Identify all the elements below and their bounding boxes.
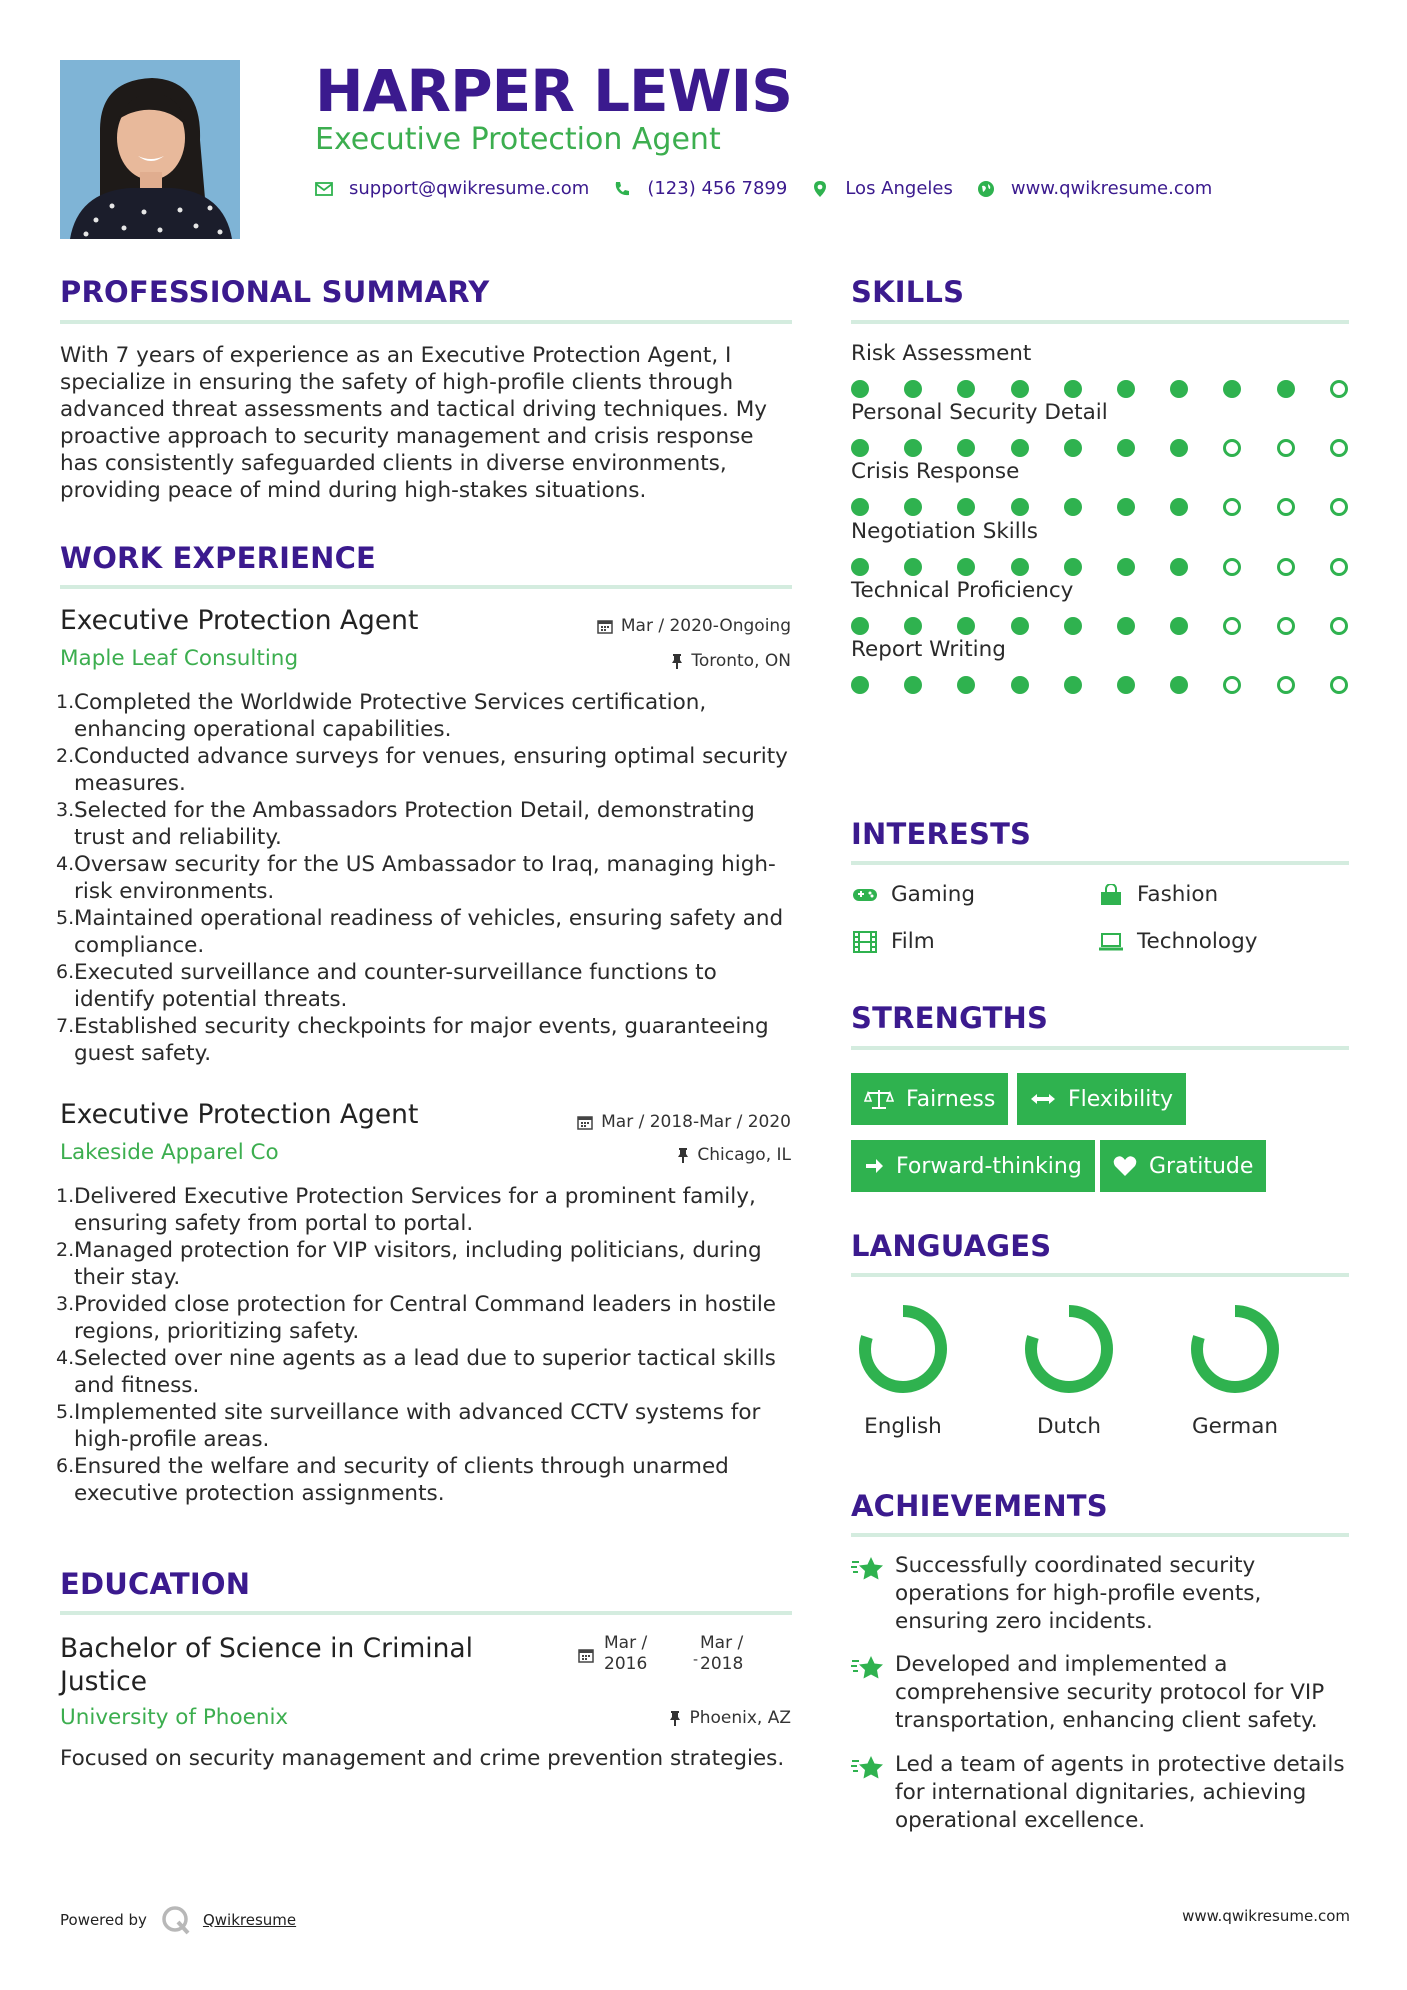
list-item (56, 1237, 796, 1291)
languages-heading: LANGUAGES (851, 1229, 1052, 1263)
footer-website[interactable]: www.qwikresume.com (1182, 1907, 1350, 1925)
rating-dot-empty (1223, 676, 1241, 694)
skill-label: Crisis Response (851, 459, 1020, 485)
rating-dot-filled (1170, 498, 1188, 516)
job-date (597, 616, 791, 636)
rating-dot-filled (1064, 498, 1082, 516)
star-icon (851, 1751, 895, 1835)
interest-label: Gaming (891, 882, 976, 907)
rating-dot-filled (1117, 498, 1135, 516)
section-divider (851, 1046, 1349, 1050)
phone-number[interactable]: (123) 456 7899 (647, 178, 788, 199)
language-label: Dutch (1036, 1414, 1102, 1439)
star-icon (851, 1552, 895, 1636)
rating-dot-filled (1170, 617, 1188, 635)
rating-dot-empty (1223, 498, 1241, 516)
star-icon (851, 1651, 895, 1735)
interest-label: Technology (1137, 929, 1258, 954)
section-divider (60, 585, 792, 589)
calendar-icon (578, 1647, 594, 1663)
rating-dot-empty (1223, 617, 1241, 635)
list-item-text: Selected for the Ambassadors Protection Detail, demonstrating trust and reliability. (74, 798, 755, 850)
calendar-icon (597, 618, 613, 634)
rating-dot-empty (1277, 676, 1295, 694)
list-item-text: Maintained operational readiness of vehicles, ensuring safety and compliance. (74, 906, 784, 958)
arrow-right-icon (864, 1156, 884, 1176)
language-label: German (1191, 1414, 1279, 1439)
interest-label: Fashion (1137, 882, 1219, 907)
education-description: Focused on security management and crime prevention strategies. (60, 1746, 785, 1771)
arrows-horizontal-icon (1030, 1092, 1056, 1106)
rating-dot-filled (1277, 380, 1295, 398)
rating-dot-filled (957, 380, 975, 398)
section-divider (851, 1533, 1349, 1537)
rating-dot-filled (904, 676, 922, 694)
rating-dot-filled (904, 498, 922, 516)
qwikresume-logo-icon (161, 1905, 191, 1935)
job-bullets (56, 1183, 796, 1507)
list-item-text: Oversaw security for the US Ambassador to Iraq, managing high-risk environments. (74, 852, 776, 904)
degree-title: Bachelor of Science in Criminal Justice (60, 1633, 474, 1697)
company-name: Lakeside Apparel Co (60, 1140, 279, 1165)
list-item (56, 1013, 796, 1067)
list-item-number: 6. (56, 1455, 75, 1477)
list-item-number: 5. (56, 907, 75, 929)
rating-dot-filled (1117, 676, 1135, 694)
job-title: Executive Protection Agent (60, 605, 419, 636)
skill-rating (851, 379, 1351, 399)
list-item (56, 1345, 796, 1399)
skill-rating (851, 438, 1351, 458)
rating-dot-filled (957, 558, 975, 576)
rating-dot-filled (1064, 380, 1082, 398)
list-item-number: 3. (56, 1293, 75, 1315)
rating-dot-filled (1011, 380, 1029, 398)
section-divider (60, 320, 792, 324)
footer-powered-by (60, 1905, 296, 1935)
rating-dot-filled (1170, 439, 1188, 457)
strength-badge (1100, 1140, 1266, 1192)
interests-heading: INTERESTS (851, 817, 1032, 851)
language-level-arc (1197, 1311, 1273, 1387)
rating-dot-filled (957, 498, 975, 516)
achievement-item (851, 1552, 1361, 1636)
list-item (56, 1291, 796, 1345)
list-item (56, 905, 796, 959)
list-item (56, 851, 796, 905)
section-divider (851, 1273, 1349, 1277)
strength-badge (851, 1140, 1095, 1192)
rating-dot-filled (851, 558, 869, 576)
education-location-text: Phoenix, AZ (689, 1708, 791, 1728)
job-title: Executive Protection Agent (60, 1099, 419, 1130)
list-item-number: 5. (56, 1401, 75, 1423)
language-level-ring (1022, 1302, 1116, 1396)
rating-dot-empty (1330, 380, 1348, 398)
rating-dot-filled (904, 558, 922, 576)
achievement-text: Successfully coordinated security operations for high-profile events, ensuring zero incidents. (895, 1553, 1262, 1634)
achievements-heading: ACHIEVEMENTS (851, 1489, 1108, 1523)
gamepad-icon (851, 884, 879, 906)
rating-dot-filled (904, 439, 922, 457)
powered-by-label: Powered by (60, 1911, 147, 1929)
rating-dot-filled (1170, 676, 1188, 694)
summary-heading: PROFESSIONAL SUMMARY (60, 275, 490, 309)
rating-dot-filled (957, 439, 975, 457)
rating-dot-empty (1330, 558, 1348, 576)
job-location (677, 1145, 791, 1165)
strengths-heading: STRENGTHS (851, 1001, 1049, 1035)
heart-icon (1113, 1155, 1137, 1177)
job-location-text: Chicago, IL (697, 1145, 791, 1165)
list-item (56, 1453, 796, 1507)
skill-label: Report Writing (851, 637, 1006, 662)
qwikresume-link[interactable]: Qwikresume (202, 1911, 297, 1929)
job-location-text: Toronto, ON (691, 651, 791, 671)
school-name: University of Phoenix (60, 1705, 289, 1730)
pin-icon (669, 1710, 681, 1726)
rating-dot-filled (904, 617, 922, 635)
list-item (56, 743, 796, 797)
rating-dot-filled (1170, 558, 1188, 576)
skill-label: Technical Proficiency (851, 577, 1074, 603)
list-item-text: Delivered Executive Protection Services for a prominent family, ensuring safety from portal to portal. (74, 1184, 756, 1236)
rating-dot-filled (851, 380, 869, 398)
strength-label: Gratitude (1149, 1153, 1254, 1179)
rating-dot-empty (1277, 439, 1295, 457)
contact-bar (315, 178, 1236, 199)
rating-dot-filled (1011, 676, 1029, 694)
education-location (669, 1708, 791, 1728)
skill-rating (851, 675, 1351, 695)
rating-dot-filled (957, 676, 975, 694)
rating-dot-filled (957, 617, 975, 635)
rating-dot-filled (1117, 439, 1135, 457)
strength-label: Forward-thinking (896, 1153, 1082, 1179)
film-icon (851, 931, 879, 953)
rating-dot-filled (1064, 558, 1082, 576)
list-item-number: 4. (56, 1347, 75, 1369)
list-item (56, 959, 796, 1013)
laptop-icon (1097, 931, 1125, 953)
skill-rating (851, 497, 1351, 517)
section-divider (851, 320, 1349, 324)
email-link[interactable]: support@qwikresume.com (349, 178, 590, 199)
list-item-text: Conducted advance surveys for venues, ensuring optimal security measures. (74, 744, 788, 796)
list-item-number: 2. (56, 1239, 75, 1261)
list-item-number: 7. (56, 1015, 75, 1037)
list-item-text: Implemented site surveillance with advanced CCTV systems for high-profile areas. (74, 1400, 761, 1452)
achievement-item (851, 1751, 1361, 1835)
language-level-arc (1031, 1311, 1107, 1387)
list-item (56, 1183, 796, 1237)
rating-dot-filled (1223, 380, 1241, 398)
envelope-icon (315, 180, 333, 198)
education-end-date: Mar / 2018 (700, 1633, 744, 1674)
rating-dot-empty (1330, 439, 1348, 457)
list-item (56, 797, 796, 851)
language-label: English (864, 1414, 942, 1439)
website-link[interactable]: www.qwikresume.com (1010, 178, 1213, 199)
list-item (56, 689, 796, 743)
strength-label: Flexibility (1068, 1086, 1173, 1112)
rating-dot-empty (1330, 617, 1348, 635)
list-item-text: Completed the Worldwide Protective Services certification, enhancing operational capabilities. (74, 690, 707, 742)
skill-rating (851, 616, 1351, 636)
rating-dot-filled (851, 498, 869, 516)
job-date-text: Mar / 2018-Mar / 2020 (601, 1112, 791, 1132)
education-heading: EDUCATION (60, 1567, 251, 1601)
list-item-number: 1. (56, 1185, 75, 1207)
candidate-title: Executive Protection Agent (315, 122, 721, 157)
globe-icon (977, 180, 995, 198)
strength-label: Fairness (906, 1086, 996, 1112)
rating-dot-filled (851, 617, 869, 635)
rating-dot-filled (1064, 439, 1082, 457)
strength-badge (1017, 1073, 1186, 1125)
job-date (577, 1112, 791, 1132)
rating-dot-filled (851, 676, 869, 694)
job-location (671, 651, 791, 671)
shopping-bag-icon (1097, 884, 1125, 906)
list-item-number: 4. (56, 853, 75, 875)
language-level-ring (856, 1302, 950, 1396)
phone-icon (613, 180, 631, 198)
pin-icon (677, 1147, 689, 1163)
rating-dot-filled (904, 380, 922, 398)
rating-dot-filled (1011, 617, 1029, 635)
rating-dot-filled (1064, 617, 1082, 635)
rating-dot-empty (1330, 498, 1348, 516)
interest-item (851, 929, 935, 954)
achievement-item (851, 1651, 1361, 1735)
rating-dot-empty (1277, 558, 1295, 576)
candidate-name: HARPER LEWIS (315, 57, 792, 125)
skill-label: Risk Assessment (851, 341, 1032, 366)
list-item-text: Established security checkpoints for major events, guaranteeing guest safety. (74, 1014, 769, 1066)
list-item-number: 3. (56, 799, 75, 821)
rating-dot-filled (1011, 439, 1029, 457)
job-bullets (56, 689, 796, 1067)
strength-badge (851, 1073, 1008, 1125)
language-level-ring (1188, 1302, 1282, 1396)
interest-label: Film (891, 929, 935, 954)
date-range-dash: - (693, 1652, 699, 1668)
map-marker-icon (811, 180, 829, 198)
rating-dot-filled (1117, 558, 1135, 576)
achievement-text: Developed and implemented a comprehensive security protocol for VIP transportation, enhancing client safety. (895, 1652, 1325, 1733)
rating-dot-filled (1170, 380, 1188, 398)
interest-item (851, 882, 975, 907)
rating-dot-filled (1117, 617, 1135, 635)
rating-dot-filled (1011, 558, 1029, 576)
list-item-number: 6. (56, 961, 75, 983)
list-item-text: Provided close protection for Central Command leaders in hostile regions, prioritizing safety. (74, 1292, 777, 1344)
calendar-icon (577, 1114, 593, 1130)
language-level-arc (865, 1311, 941, 1387)
summary-text: With 7 years of experience as an Executive Protection Agent, I specialize in ensuring the safety of high-profile clients through advanced threat assessments and tactical driving techniques. My proactive approach to security management and crisis response has consistently safeguarded clients in diverse environments, providing peace of mind during high-stakes situations. (60, 343, 767, 503)
list-item-text: Managed protection for VIP visitors, including politicians, during their stay. (74, 1238, 762, 1290)
skill-label: Negotiation Skills (851, 518, 1038, 544)
rating-dot-empty (1277, 498, 1295, 516)
list-item (56, 1399, 796, 1453)
list-item-text: Selected over nine agents as a lead due to superior tactical skills and fitness. (74, 1346, 776, 1398)
profile-photo (60, 60, 240, 239)
rating-dot-empty (1277, 617, 1295, 635)
skill-rating (851, 557, 1351, 577)
section-divider (60, 1611, 792, 1615)
rating-dot-filled (1064, 676, 1082, 694)
pin-icon (671, 653, 683, 669)
rating-dot-filled (1117, 380, 1135, 398)
education-start-date: Mar / 2016 (604, 1633, 648, 1674)
section-divider (851, 861, 1349, 865)
location-text: Los Angeles (845, 178, 953, 199)
list-item-number: 1. (56, 691, 75, 713)
job-date-text: Mar / 2020-Ongoing (620, 616, 791, 636)
rating-dot-empty (1223, 558, 1241, 576)
skills-heading: SKILLS (851, 275, 965, 309)
rating-dot-filled (1011, 498, 1029, 516)
company-name: Maple Leaf Consulting (60, 646, 299, 671)
list-item-text: Executed surveillance and counter-surveillance functions to identify potential threats. (74, 960, 717, 1012)
rating-dot-empty (1223, 439, 1241, 457)
list-item-text: Ensured the welfare and security of clients through unarmed executive protection assignments. (74, 1454, 729, 1506)
interest-item (1097, 882, 1218, 907)
balance-scale-icon (864, 1088, 894, 1110)
skill-label: Personal Security Detail (851, 400, 1108, 426)
interest-item (1097, 929, 1257, 954)
rating-dot-empty (1330, 676, 1348, 694)
experience-heading: WORK EXPERIENCE (60, 541, 377, 575)
rating-dot-filled (851, 439, 869, 457)
achievement-text: Led a team of agents in protective details for international dignitaries, achieving operational excellence. (895, 1752, 1345, 1833)
list-item-number: 2. (56, 745, 75, 767)
